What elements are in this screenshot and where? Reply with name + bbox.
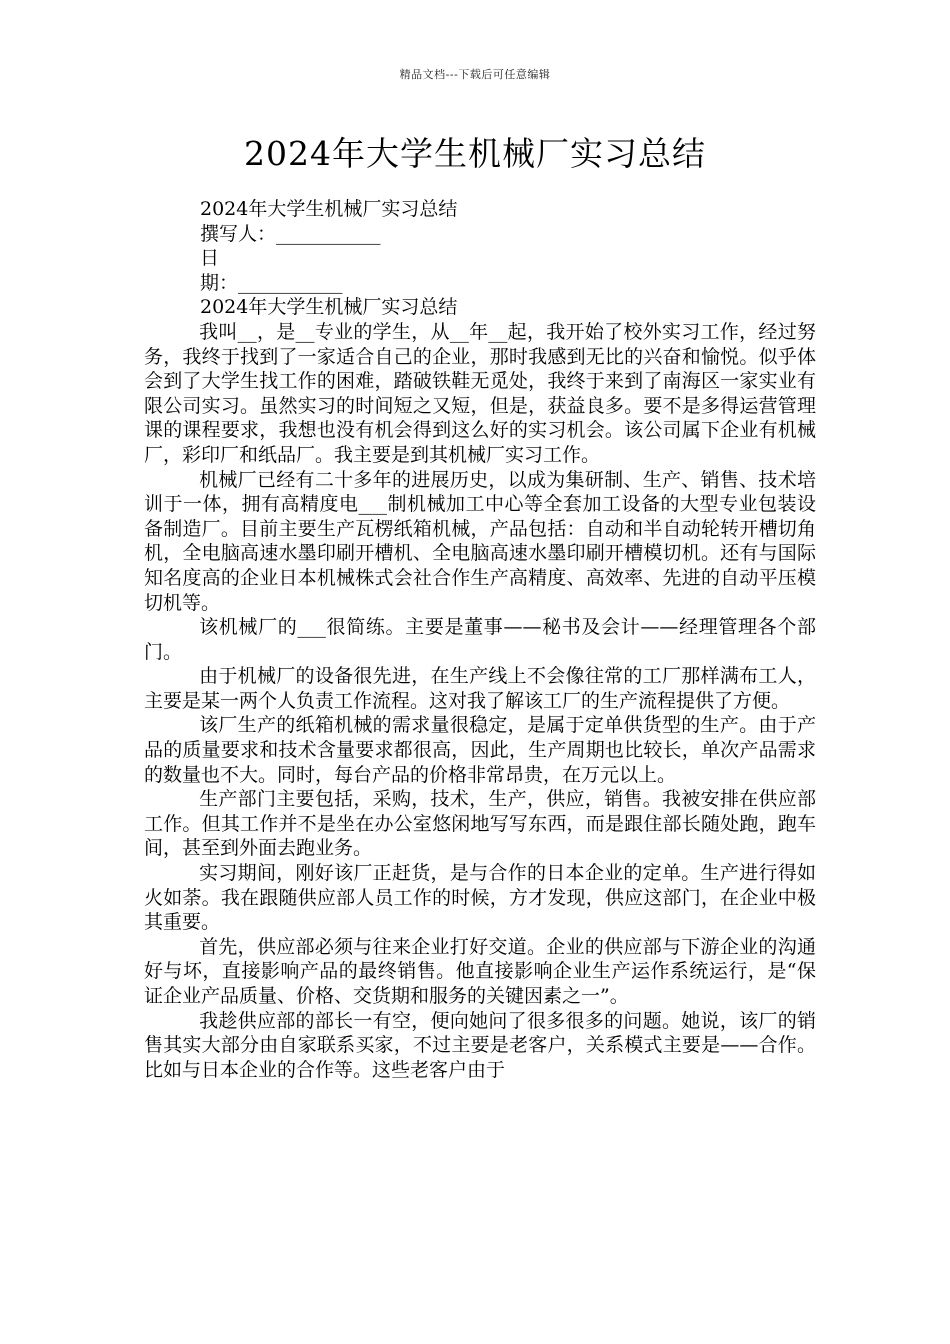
date-line-label: 日 bbox=[200, 247, 220, 270]
paragraph-management: 该机械厂的___很简练。主要是董事——秘书及会计——经理管理各个部门。 bbox=[144, 616, 816, 663]
paragraph-demand: 该厂生产的纸箱机械的需求量很稳定，是属于定单供货型的生产。由于产品的质量要求和技术含量要求都很高，因此，生产周期也比较长，单次产品需求的数量也不大。同时，每台产品的价格非常昂贵，在万元以上。 bbox=[144, 714, 816, 786]
paragraph-equipment: 由于机械厂的设备很先进，在生产线上不会像往常的工厂那样满布工人，主要是某一两个人负责工作流程。这对我了解该工厂的生产流程提供了方便。 bbox=[144, 665, 816, 712]
author-line: 撰写人：___________ bbox=[200, 222, 381, 245]
subtitle-repeat: 2024年大学生机械厂实习总结 bbox=[200, 296, 458, 319]
subtitle: 2024年大学生机械厂实习总结 bbox=[200, 198, 458, 220]
document-title: 2024年大学生机械厂实习总结 bbox=[244, 134, 706, 173]
paragraph-supply-role: 首先，供应部必须与往来企业打好交道。企业的供应部与下游企业的沟通好与坏，直接影响产品的最终销售。他直接影响企业生产运作系统运行，是“保证企业产品质量、价格、交货期和服务的关键因素之一”。 bbox=[144, 935, 816, 1007]
paragraph-interview: 我趁供应部的部长一有空，便向她问了很多很多的问题。她说，该厂的销售其实大部分由自家联系买家，不过主要是老客户，关系模式主要是——合作。比如与日本企业的合作等。这些老客户由于 bbox=[144, 1009, 816, 1081]
page-header-note: 精品文档---下载后可任意编辑 bbox=[399, 68, 551, 81]
document-body bbox=[144, 197, 816, 1082]
paragraph-internship-period: 实习期间，刚好该厂正赶货，是与合作的日本企业的定单。生产进行得如火如荼。我在跟随供应部人员工作的时候，方才发现，供应这部门，在企业中极其重要。 bbox=[144, 862, 816, 934]
paragraph-factory-history: 机械厂已经有二十多年的进展历史，以成为集研制、生产、销售、技术培训于一体，拥有高精度电___制机械加工中心等全套加工设备的大型专业包装设备制造厂。目前主要生产瓦楞纸箱机械，产品包括：自动和半自动轮转开槽切角机，全电脑高速水墨印刷开槽机、全电脑高速水墨印刷开槽模切机。还有与国际知名度高的企业日本机械株式会社合作生产高精度、高效率、先进的自动平压模切机等。 bbox=[144, 468, 816, 614]
paragraph-intro: 我叫__，是__专业的学生，从__年__起，我开始了校外实习工作，经过努务，我终于找到了一家适合自己的企业，那时我感到无比的兴奋和愉悦。似乎体会到了大学生找工作的困难，踏破铁鞋无觅处，我终于来到了南海区一家实业有限公司实习。虽然实习的时间短之又短，但是，获益良多。要不是多得运营管理课的课程要求，我想也没有机会得到这么好的实习机会。该公司属下企业有机械厂，彩印厂和纸品厂。我主要是到其机械厂实习工作。 bbox=[144, 320, 816, 466]
paragraph-departments: 生产部门主要包括，采购，技术，生产，供应，销售。我被安排在供应部工作。但其工作并不是坐在办公室悠闲地写写东西，而是跟住部长随处跑，跑车间，甚至到外面去跑业务。 bbox=[144, 788, 816, 860]
date-line-value: 期：___________ bbox=[200, 271, 343, 294]
